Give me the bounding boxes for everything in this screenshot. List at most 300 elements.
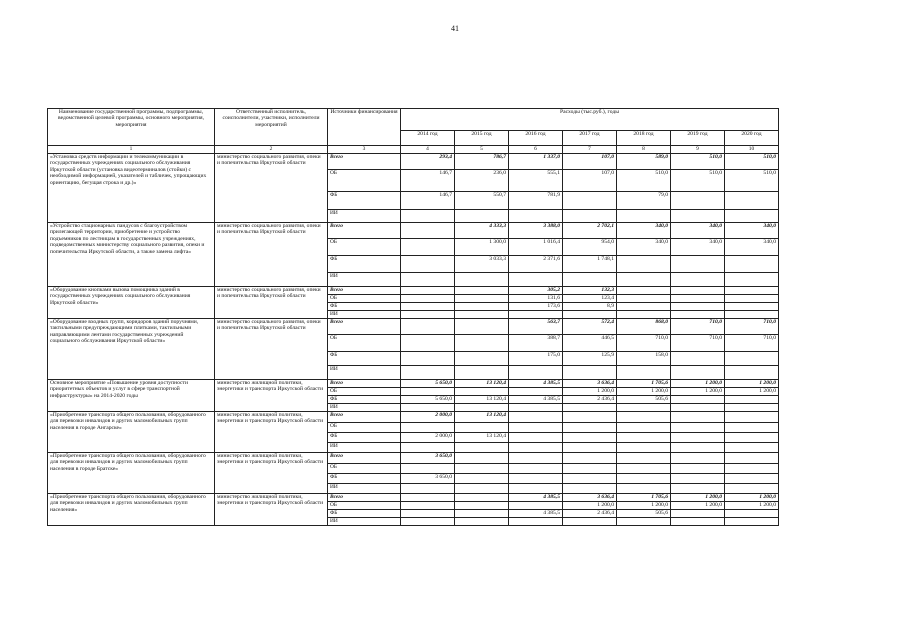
column-number: 8	[617, 146, 671, 154]
measure-executor: министерство жилищной политики, энергетики и транспорта Иркутской области	[215, 453, 328, 494]
expense-value	[725, 192, 779, 210]
expense-value	[401, 295, 455, 303]
expense-value	[671, 352, 725, 366]
expense-value	[563, 366, 617, 380]
expense-value	[617, 423, 671, 433]
expense-value	[617, 366, 671, 380]
column-number: 7	[563, 146, 617, 154]
expense-value	[671, 443, 725, 453]
expense-value	[617, 412, 671, 423]
expense-value	[401, 464, 455, 474]
measure-executor: министерство социального развития, опеки и попечительства Иркутской области	[215, 319, 328, 380]
table-row	[48, 287, 779, 295]
funding-source: Всего	[328, 287, 401, 295]
expense-value	[725, 287, 779, 295]
column-number: 10	[725, 146, 779, 154]
header-year: 2018 год	[617, 131, 671, 146]
funding-source: ФБ	[328, 192, 401, 210]
expense-value	[509, 443, 563, 453]
expense-value	[509, 210, 563, 223]
expense-value	[617, 256, 671, 273]
expense-value	[509, 433, 563, 443]
funding-source: ИИ	[328, 518, 401, 526]
expense-value: 868,0	[617, 319, 671, 335]
expense-value	[671, 423, 725, 433]
measure-name: «Оборудование входных групп, коридоров зданий поручнями, тактильными предупреждающими плитками, тактильными направляющими лентами государственных учреждений социального обслуживания Иркутской области»	[48, 319, 215, 380]
expense-value	[455, 510, 509, 518]
measure-executor: министерство социального развития, опеки и попечительства Иркутской области	[215, 154, 328, 223]
expense-value	[401, 443, 455, 453]
expense-value	[563, 443, 617, 453]
budget-table	[47, 108, 779, 526]
expense-value	[401, 223, 455, 239]
expense-value: 13 120,4	[455, 380, 509, 388]
expense-value	[455, 518, 509, 526]
expense-value	[401, 510, 455, 518]
header-year: 2014 год	[401, 131, 455, 146]
expense-value: 4 385,5	[509, 494, 563, 502]
expense-value: 4 385,5	[509, 380, 563, 388]
funding-source: ИИ	[328, 366, 401, 380]
expense-value	[401, 484, 455, 494]
expense-value: 5 650,0	[401, 380, 455, 388]
expense-value: 5 650,0	[401, 396, 455, 404]
funding-source: ИИ	[328, 484, 401, 494]
expense-value	[671, 396, 725, 404]
expense-value: 710,0	[725, 319, 779, 335]
expense-value: 1 200,0	[725, 388, 779, 396]
expense-value	[509, 273, 563, 287]
expense-value	[455, 464, 509, 474]
table-row	[48, 494, 779, 502]
expense-value	[455, 352, 509, 366]
measure-executor: министерство социального развития, опеки и попечительства Иркутской области	[215, 223, 328, 287]
expense-value: 781,9	[509, 192, 563, 210]
expense-value	[401, 256, 455, 273]
measure-name: «Приобретение транспорта общего пользования, оборудованного для перевозки инвалидов и других маломобильных групп населения»	[48, 494, 215, 526]
expense-value	[725, 474, 779, 484]
expense-value: 340,0	[725, 239, 779, 256]
expense-value	[401, 319, 455, 335]
expense-value: 505,6	[617, 396, 671, 404]
expense-value	[509, 464, 563, 474]
expense-value	[617, 433, 671, 443]
expense-value	[563, 464, 617, 474]
expense-value	[671, 303, 725, 311]
expense-value: 2 371,6	[509, 256, 563, 273]
expense-value	[563, 311, 617, 319]
column-numbers-row	[48, 146, 779, 154]
measure-name: Основное мероприятие «Повышение уровня доступности приоритетных объектов и услуг в сфере транспортной инфраструктуры» на 2014-2020 годы	[48, 380, 215, 412]
funding-source: ОБ	[328, 335, 401, 352]
expense-value: 79,0	[617, 192, 671, 210]
expense-value	[401, 303, 455, 311]
expense-value	[725, 396, 779, 404]
expense-value	[455, 287, 509, 295]
funding-source: Всего	[328, 494, 401, 502]
funding-source: ОБ	[328, 239, 401, 256]
expense-value: 589,0	[617, 154, 671, 170]
expense-value	[671, 484, 725, 494]
header-name: Наименование государственной программы, подпрограммы, ведомственной целевой программы, основного мероприятия, мероприятия	[48, 109, 215, 146]
funding-source: ОБ	[328, 464, 401, 474]
expense-value	[725, 484, 779, 494]
table-row	[48, 319, 779, 335]
funding-source: ОБ	[328, 502, 401, 510]
funding-source: ФБ	[328, 433, 401, 443]
expense-value	[671, 453, 725, 464]
funding-source: ФБ	[328, 256, 401, 273]
expense-value	[617, 474, 671, 484]
expense-value: 107,0	[563, 154, 617, 170]
measure-executor: министерство социального развития, опеки и попечительства Иркутской области	[215, 287, 328, 319]
funding-source: ИИ	[328, 273, 401, 287]
expense-value: 510,0	[671, 154, 725, 170]
table-row	[48, 154, 779, 170]
expense-value: 786,7	[455, 154, 509, 170]
header-year: 2020 год	[725, 131, 779, 146]
funding-source: ФБ	[328, 474, 401, 484]
expense-value	[509, 388, 563, 396]
funding-source: Всего	[328, 453, 401, 464]
expense-value	[617, 464, 671, 474]
expense-value	[725, 510, 779, 518]
expense-value: 1 200,0	[671, 502, 725, 510]
expense-value	[671, 311, 725, 319]
header-source: Источники финансирования	[328, 109, 401, 146]
header-expenses: Расходы (тыс.руб.), годы	[401, 109, 779, 131]
expense-value: 293,4	[401, 154, 455, 170]
expense-value	[671, 464, 725, 474]
expense-value	[455, 453, 509, 464]
expense-value: 4 333,3	[455, 223, 509, 239]
expense-value	[617, 287, 671, 295]
expense-value	[401, 273, 455, 287]
expense-value: 125,9	[563, 352, 617, 366]
expense-value: 2 436,4	[563, 396, 617, 404]
expense-value	[725, 352, 779, 366]
funding-source: ОБ	[328, 170, 401, 192]
expense-value	[617, 295, 671, 303]
expense-value	[671, 210, 725, 223]
expense-value	[725, 464, 779, 474]
column-number: 9	[671, 146, 725, 154]
expense-value	[725, 453, 779, 464]
expense-value: 555,1	[509, 170, 563, 192]
funding-source: ФБ	[328, 303, 401, 311]
measure-name: «Приобретение транспорта общего пользования, оборудованного для перевозки инвалидов и других маломобильных групп населения в городе Ангарске»	[48, 412, 215, 453]
expense-value: 340,0	[617, 239, 671, 256]
expense-value	[617, 404, 671, 412]
expense-value	[725, 311, 779, 319]
funding-source: ФБ	[328, 396, 401, 404]
expense-value	[401, 518, 455, 526]
measure-executor: министерство жилищной политики, энергетики и транспорта Иркутской области	[215, 380, 328, 412]
expense-value	[455, 494, 509, 502]
expense-value	[563, 484, 617, 494]
expense-value	[563, 474, 617, 484]
table-row	[48, 380, 779, 388]
expense-value	[671, 192, 725, 210]
expense-value: 510,0	[725, 154, 779, 170]
expense-value	[455, 295, 509, 303]
expense-value	[725, 433, 779, 443]
header-year: 2015 год	[455, 131, 509, 146]
measure-name: «Приобретение транспорта общего пользования, оборудованного для перевозки инвалидов и других маломобильных групп населения в городе Братске»	[48, 453, 215, 494]
expense-value: 1 200,0	[671, 494, 725, 502]
expense-value: 340,0	[671, 239, 725, 256]
expense-value: 2 000,0	[401, 412, 455, 423]
funding-source: Всего	[328, 319, 401, 335]
funding-source: Всего	[328, 154, 401, 170]
expense-value	[725, 210, 779, 223]
expense-value: 4 385,5	[509, 396, 563, 404]
funding-source: ИИ	[328, 311, 401, 319]
expense-value	[725, 443, 779, 453]
header-executor: Ответственный исполнитель, соисполнители, участники, исполнители мероприятий	[215, 109, 328, 146]
expense-value	[401, 502, 455, 510]
expense-value	[725, 295, 779, 303]
expense-value	[401, 210, 455, 223]
expense-value	[671, 404, 725, 412]
expense-value	[455, 443, 509, 453]
funding-source: ИИ	[328, 443, 401, 453]
expense-value	[617, 303, 671, 311]
expense-value: 132,3	[563, 287, 617, 295]
header-year: 2019 год	[671, 131, 725, 146]
expense-value	[401, 287, 455, 295]
expense-value: 2 702,1	[563, 223, 617, 239]
expense-value	[509, 453, 563, 464]
expense-value: 13 120,4	[455, 412, 509, 423]
funding-source: ОБ	[328, 388, 401, 396]
expense-value	[617, 518, 671, 526]
expense-value: 146,7	[401, 170, 455, 192]
column-number: 1	[48, 146, 215, 154]
expense-value: 340,0	[671, 223, 725, 239]
expense-value	[401, 366, 455, 380]
expense-value	[725, 412, 779, 423]
expense-value: 563,7	[509, 319, 563, 335]
expense-value: 954,0	[563, 239, 617, 256]
expense-value	[455, 319, 509, 335]
expense-value: 1 200,0	[671, 380, 725, 388]
funding-source: ИИ	[328, 210, 401, 223]
expense-value	[563, 518, 617, 526]
funding-source: ФБ	[328, 510, 401, 518]
expense-value	[563, 273, 617, 287]
expense-value	[617, 443, 671, 453]
expense-value	[509, 412, 563, 423]
table-row	[48, 453, 779, 464]
expense-value: 131,6	[509, 295, 563, 303]
expense-value	[509, 474, 563, 484]
expense-value: 146,7	[401, 192, 455, 210]
expense-value	[563, 412, 617, 423]
expense-value: 3 388,0	[509, 223, 563, 239]
expense-value	[671, 256, 725, 273]
expense-value: 3 650,0	[401, 474, 455, 484]
expense-value	[725, 366, 779, 380]
expense-value: 1 337,0	[509, 154, 563, 170]
header-year: 2016 год	[509, 131, 563, 146]
expense-value	[671, 412, 725, 423]
funding-source: Всего	[328, 412, 401, 423]
table-row	[48, 412, 779, 423]
expense-value	[725, 518, 779, 526]
expense-value	[455, 303, 509, 311]
expense-value: 710,0	[671, 319, 725, 335]
funding-source: Всего	[328, 223, 401, 239]
expense-value: 1 705,6	[617, 380, 671, 388]
expense-value	[671, 518, 725, 526]
expense-value	[455, 502, 509, 510]
column-number: 2	[215, 146, 328, 154]
expense-value: 305,2	[509, 287, 563, 295]
expense-value	[563, 453, 617, 464]
expense-value	[455, 484, 509, 494]
expense-value	[671, 510, 725, 518]
funding-source: ОБ	[328, 295, 401, 303]
header-year: 2017 год	[563, 131, 617, 146]
expense-value	[509, 518, 563, 526]
expense-value: 123,4	[563, 295, 617, 303]
expense-value	[725, 256, 779, 273]
expense-value	[401, 494, 455, 502]
expense-value	[617, 453, 671, 464]
funding-source: ОБ	[328, 423, 401, 433]
expense-value: 3 636,4	[563, 494, 617, 502]
table-body	[48, 154, 779, 526]
expense-value	[401, 311, 455, 319]
expense-value: 3 650,0	[401, 453, 455, 464]
expense-value	[455, 311, 509, 319]
expense-value: 710,0	[671, 335, 725, 352]
expense-value	[671, 287, 725, 295]
expense-value: 2 000,0	[401, 433, 455, 443]
funding-source: Всего	[328, 380, 401, 388]
expense-value: 1 200,0	[725, 494, 779, 502]
expense-value	[671, 433, 725, 443]
expense-value: 510,0	[671, 170, 725, 192]
expense-value: 3 033,3	[455, 256, 509, 273]
expense-value: 510,0	[725, 170, 779, 192]
expense-value: 1 748,1	[563, 256, 617, 273]
expense-value	[563, 192, 617, 210]
expense-value	[401, 423, 455, 433]
expense-value	[617, 484, 671, 494]
expense-value	[401, 239, 455, 256]
expense-value: 388,7	[509, 335, 563, 352]
measure-name: «Установка средств информации и телекоммуникации в государственных учреждениях социального обслуживания Иркутской области (установка видеотерминалов (стойки) с необходимой информацией, указателей и табличек, упрощающих ориентацию, бегущая строка и др.)»	[48, 154, 215, 223]
expense-value	[401, 404, 455, 412]
expense-value	[455, 335, 509, 352]
expense-value	[509, 311, 563, 319]
expense-value	[455, 423, 509, 433]
measure-executor: министерство жилищной политики, энергетики и транспорта Иркутской области	[215, 412, 328, 453]
column-number: 4	[401, 146, 455, 154]
expense-value: 340,0	[725, 223, 779, 239]
expense-value: 8,9	[563, 303, 617, 311]
expense-value: 158,0	[617, 352, 671, 366]
expense-value: 1 200,0	[563, 502, 617, 510]
page-number: 41	[451, 24, 459, 33]
expense-value	[563, 423, 617, 433]
expense-value: 107,0	[563, 170, 617, 192]
expense-value: 510,0	[617, 170, 671, 192]
expense-value	[455, 404, 509, 412]
expense-value	[455, 474, 509, 484]
expense-value	[563, 210, 617, 223]
expense-value	[509, 502, 563, 510]
expense-value	[455, 388, 509, 396]
expense-value	[617, 210, 671, 223]
expense-value: 1 200,0	[725, 380, 779, 388]
expense-value	[509, 423, 563, 433]
expense-value: 1 016,4	[509, 239, 563, 256]
column-number: 6	[509, 146, 563, 154]
expense-value	[455, 273, 509, 287]
expense-value	[617, 273, 671, 287]
column-number: 3	[328, 146, 401, 154]
expense-value: 3 636,4	[563, 380, 617, 388]
expense-value: 236,0	[455, 170, 509, 192]
expense-value	[725, 303, 779, 311]
expense-value	[725, 273, 779, 287]
expense-value	[725, 404, 779, 412]
expense-value: 13 120,4	[455, 396, 509, 404]
expense-value: 1 705,6	[617, 494, 671, 502]
expense-value: 340,0	[617, 223, 671, 239]
expense-value	[401, 335, 455, 352]
expense-value: 4 385,5	[509, 510, 563, 518]
expense-value	[455, 210, 509, 223]
expense-value	[509, 484, 563, 494]
expense-value	[401, 388, 455, 396]
expense-value: 446,5	[563, 335, 617, 352]
expense-value: 1 200,0	[563, 388, 617, 396]
expense-value	[509, 366, 563, 380]
expense-value	[455, 366, 509, 380]
measure-executor: министерство жилищной политики, энергетики и транспорта Иркутской области	[215, 494, 328, 526]
expense-value	[563, 433, 617, 443]
expense-value	[617, 311, 671, 319]
table-row	[48, 223, 779, 239]
expense-value	[509, 404, 563, 412]
measure-name: «Оборудование кнопками вызова помощника зданий в государственных учреждениях социального обслуживания Иркутской области»	[48, 287, 215, 319]
funding-source: ФБ	[328, 352, 401, 366]
expense-value: 1 200,0	[725, 502, 779, 510]
expense-value: 1 200,0	[671, 388, 725, 396]
expense-value: 2 436,4	[563, 510, 617, 518]
expense-value: 1 200,0	[617, 502, 671, 510]
expense-value: 175,0	[509, 352, 563, 366]
expense-value: 173,6	[509, 303, 563, 311]
expense-value: 572,4	[563, 319, 617, 335]
expense-value	[401, 352, 455, 366]
expense-value: 1 300,0	[455, 239, 509, 256]
expense-value: 13 120,4	[455, 433, 509, 443]
expense-value: 550,7	[455, 192, 509, 210]
expense-value: 1 200,0	[617, 388, 671, 396]
expense-value: 710,0	[617, 335, 671, 352]
expense-value	[563, 404, 617, 412]
expense-value	[671, 273, 725, 287]
expense-value	[671, 366, 725, 380]
column-number: 5	[455, 146, 509, 154]
expense-value: 710,0	[725, 335, 779, 352]
expense-value	[725, 423, 779, 433]
